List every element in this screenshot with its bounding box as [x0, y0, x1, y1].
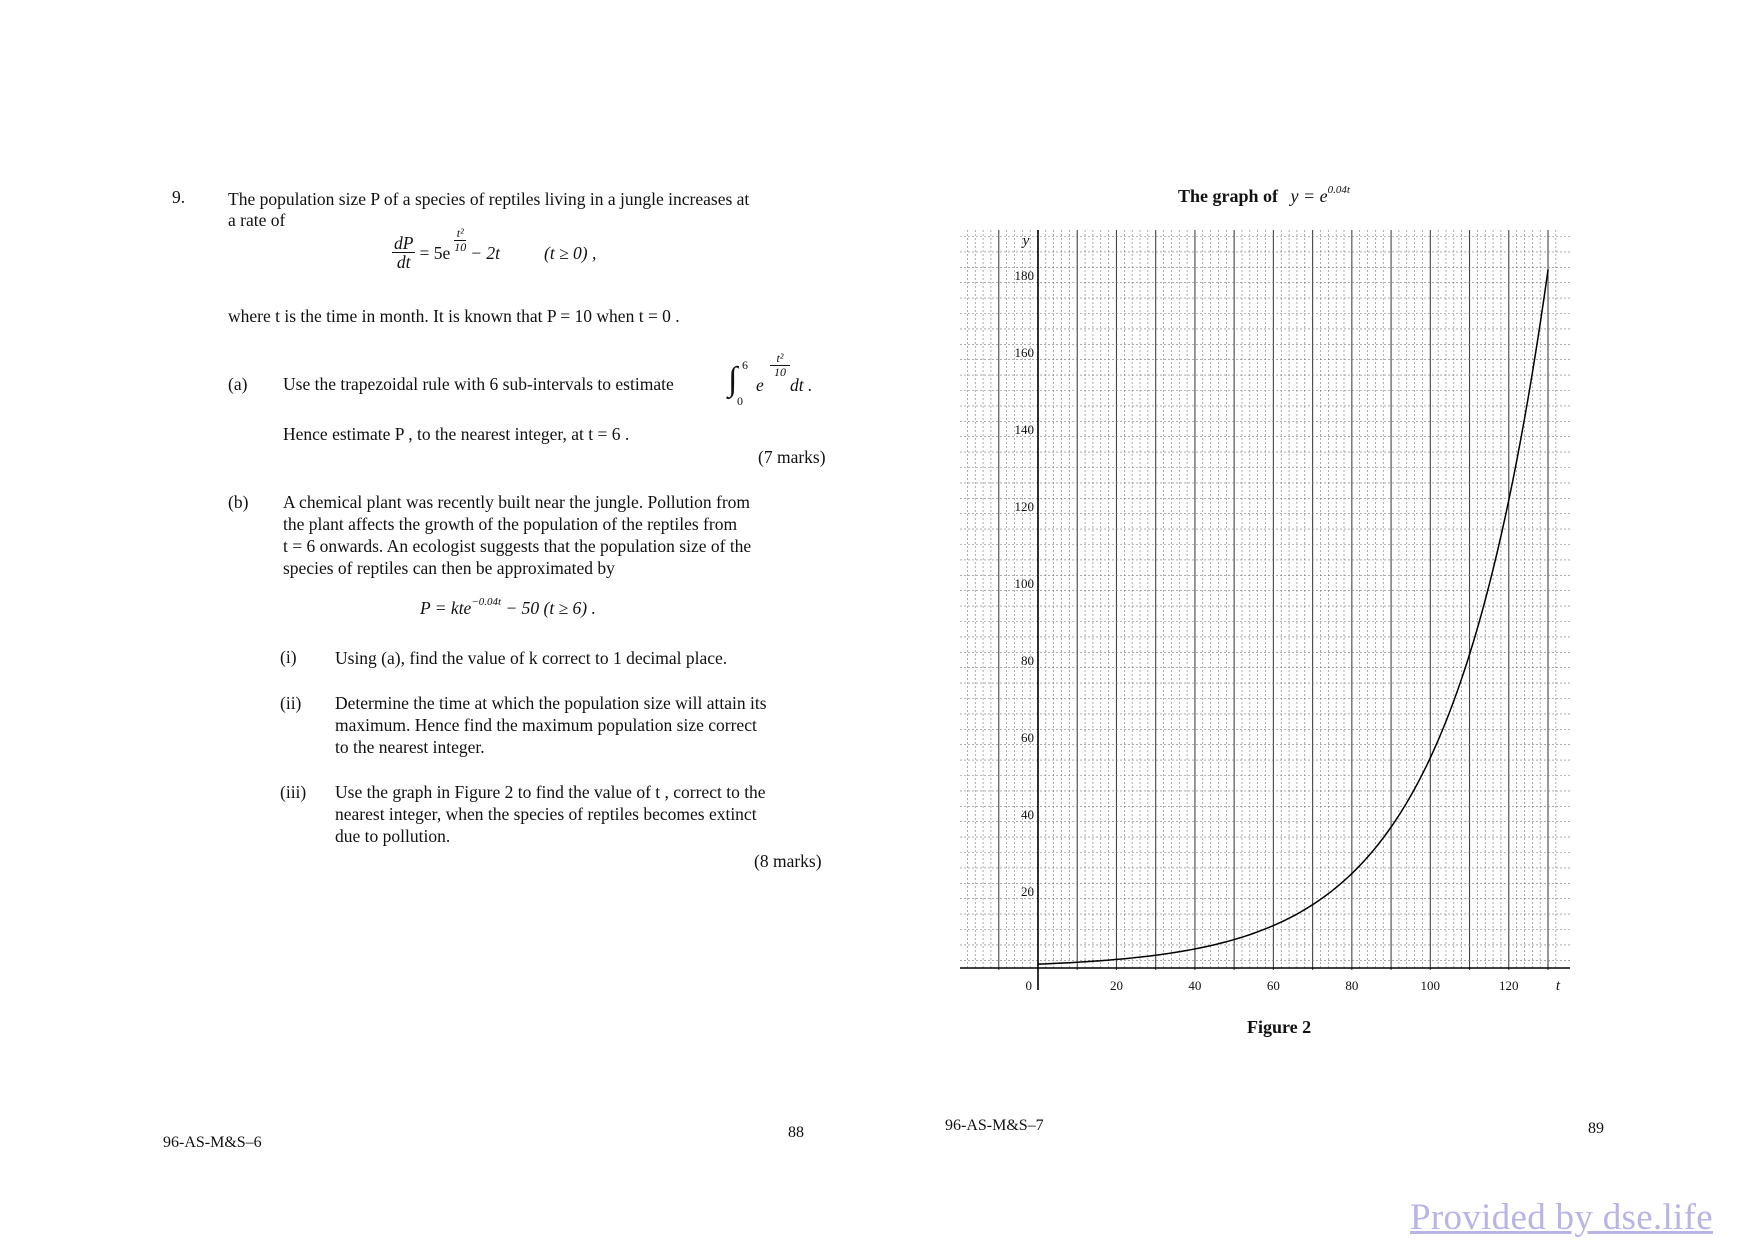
data-point: [1312, 904, 1314, 906]
exponent-fraction: [454, 227, 466, 254]
y-tick-label: 120: [1014, 499, 1034, 514]
fraction-denominator: dt: [396, 252, 411, 272]
sub-ii-label: (ii): [280, 693, 302, 713]
part-a-line1: Use the trapezoidal rule with 6 sub-intervals to estimate: [283, 374, 674, 394]
series-line: [1038, 270, 1548, 964]
exponent-denominator: 10: [454, 240, 467, 254]
y-tick-label: 160: [1014, 345, 1034, 360]
x-tick-label: 60: [1266, 978, 1280, 993]
integral-expression: [728, 351, 828, 408]
graph-title-exponent: 0.04t: [1327, 184, 1350, 196]
integrand-exponent-numerator: t²: [770, 352, 790, 366]
y-tick-label: 40: [1021, 807, 1034, 822]
integral-sign-icon: ∫: [728, 361, 738, 398]
model-formula-exponent: −0.04t: [471, 596, 502, 608]
model-formula-tail: − 50 (t ≥ 6) .: [505, 598, 596, 618]
data-point: [1508, 499, 1510, 501]
integral-lower-limit: 0: [737, 394, 743, 408]
data-point: [1076, 961, 1078, 963]
curve-layer: [1037, 269, 1549, 965]
footer-right-code: 96-AS-M&S–7: [945, 1117, 1044, 1134]
sub-iii-line-3: due to pollution.: [335, 826, 451, 846]
x-tick-label: 100: [1420, 978, 1441, 993]
footer-left-code: 96-AS-M&S–6: [163, 1134, 262, 1151]
sub-iii-line-1: Use the graph in Figure 2 to find the value of t , correct to the: [335, 782, 766, 802]
question-intro-line2: a rate of: [228, 210, 286, 230]
data-point: [1037, 963, 1039, 965]
data-point: [1233, 939, 1235, 941]
question-intro-line1: The population size P of a species of reptiles living in a jungle increases at: [228, 189, 750, 209]
watermark-link[interactable]: Provided by dse.life: [1410, 1197, 1713, 1238]
data-point: [1547, 269, 1549, 271]
integrand-exponent: [770, 352, 790, 379]
part-a-label: (a): [228, 374, 248, 394]
footer-left-page: 88: [788, 1124, 804, 1141]
grid: [960, 230, 1570, 970]
sub-i-text: Using (a), find the value of k correct to 1 decimal place.: [335, 648, 728, 668]
equation-rhs-suffix: − 2t: [470, 242, 501, 263]
integrand-base: e: [756, 375, 764, 395]
data-point: [1430, 757, 1432, 759]
graph-title-equation: y = e: [1290, 186, 1328, 206]
x-tick-label: 40: [1188, 978, 1202, 993]
part-b-line-2: the plant affects the growth of the population of the reptiles from: [283, 514, 738, 534]
y-tick-label: 100: [1014, 576, 1034, 591]
part-b-marks: (8 marks): [754, 851, 822, 871]
y-tick-label: 80: [1021, 653, 1034, 668]
integrand-exponent-denominator: 10: [774, 365, 786, 379]
model-formula-main: P = kte: [420, 598, 472, 618]
graph-title-prefix: The graph of: [1178, 186, 1279, 206]
data-point: [1273, 925, 1275, 927]
x-axis-label: t: [1555, 978, 1561, 994]
data-point: [1469, 654, 1471, 656]
part-b-line-1: A chemical plant was recently built near the jungle. Pollution from: [283, 492, 751, 512]
sub-iii-line-2: nearest integer, when the species of reptiles becomes extinct: [335, 804, 757, 824]
where-line: where t is the time in month. It is known that P = 10 when t = 0 .: [228, 306, 680, 326]
part-b-line-4: species of reptiles can then be approximated by: [283, 558, 615, 578]
integral-upper-limit: 6: [742, 358, 748, 372]
fraction-numerator: dP: [394, 233, 414, 253]
dp-dt-fraction: [392, 234, 415, 271]
data-point: [1116, 959, 1118, 961]
part-a-marks: (7 marks): [758, 447, 826, 467]
y-axis-label: y: [1022, 233, 1030, 249]
x-tick-label: 120: [1499, 978, 1519, 993]
part-b-label: (b): [228, 492, 249, 512]
footer-right-page: 89: [1588, 1120, 1604, 1137]
sub-ii-line-2: maximum. Hence find the maximum population size correct: [335, 715, 757, 735]
data-point: [1351, 873, 1353, 875]
sub-iii-label: (iii): [280, 782, 307, 802]
data-point: [1194, 948, 1196, 950]
sub-ii-line-3: to the nearest integer.: [335, 737, 485, 757]
figure-caption: Figure 2: [1247, 1017, 1312, 1037]
exponential-graph: [960, 225, 1590, 1000]
part-b-line-3: t = 6 onwards. An ecologist suggests that the population size of the: [283, 536, 752, 556]
y-tick-label: 140: [1014, 422, 1034, 437]
data-point: [1390, 826, 1392, 828]
tick-labels: [1015, 233, 1561, 994]
integrand-dt: dt .: [790, 375, 813, 395]
x-tick-label: 20: [1109, 978, 1123, 993]
y-tick-label: 20: [1021, 884, 1034, 899]
sub-ii-line-1: Determine the time at which the population size will attain its: [335, 693, 767, 713]
y-tick-label: 60: [1021, 730, 1034, 745]
x-tick-label: 80: [1345, 978, 1359, 993]
question-number: 9.: [172, 187, 186, 207]
sub-i-label: (i): [280, 647, 297, 667]
rate-equation: [392, 226, 597, 272]
model-formula: [420, 597, 596, 622]
data-point: [1155, 954, 1157, 956]
equation-condition: (t ≥ 0) ,: [544, 242, 597, 263]
y-tick-label: 180: [1014, 268, 1034, 283]
origin-label: 0: [1025, 978, 1032, 993]
part-a-line2: Hence estimate P , to the nearest integer, at t = 6 .: [283, 424, 630, 444]
equation-rhs-prefix: = 5e: [419, 242, 451, 263]
exponent-numerator: t²: [454, 227, 466, 241]
graph-title: [1178, 186, 1350, 207]
